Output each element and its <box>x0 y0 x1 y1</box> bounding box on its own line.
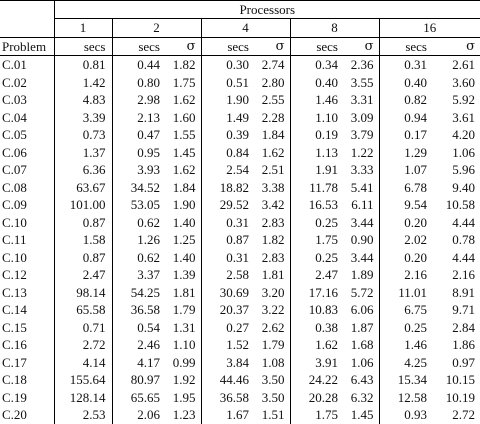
secs-4-cell: 36.58 <box>201 389 255 407</box>
secs-2-cell: 2.98 <box>112 91 166 109</box>
sigma-8-cell: 1.89 <box>350 267 374 282</box>
secs-1-cell: 101.00 <box>54 196 112 214</box>
secs-8-cell: 17.16 <box>290 284 344 302</box>
table-row <box>0 109 480 127</box>
table-row <box>0 231 480 249</box>
sigma-16-cell: 2.61 <box>452 57 475 72</box>
secs-4-cell: 1.52 <box>201 336 255 354</box>
problem-cell: C.03 <box>2 92 27 107</box>
sigma-4-cell: 2.74 <box>261 57 285 72</box>
table-row <box>0 266 480 284</box>
header-corner-cell <box>0 1 54 19</box>
sigma-8-cell: 3.44 <box>350 249 374 265</box>
sigma-2-cell: 1.31 <box>172 319 196 335</box>
secs-4-cell: 20.37 <box>201 301 255 319</box>
secs-2-cell: 34.52 <box>112 179 166 197</box>
problem-cell: C.15 <box>2 319 27 335</box>
secs-8-cell: 20.28 <box>290 389 344 407</box>
sigma-4-cell: 1.62 <box>261 144 285 160</box>
table-row <box>0 336 480 354</box>
secs-4-cell: 0.84 <box>201 144 255 162</box>
sigma-2-cell: 1.79 <box>172 302 196 317</box>
sigma-2-cell: 1.90 <box>172 197 196 212</box>
problem-cell: C.08 <box>2 179 27 195</box>
header-row-metrics <box>0 37 480 56</box>
sigma-header-16: σ <box>433 37 480 56</box>
sigma-16-cell: 2.72 <box>452 407 475 422</box>
problem-cell: C.06 <box>2 144 27 160</box>
secs-1-cell: 6.36 <box>54 161 112 179</box>
secs-2-cell: 65.65 <box>112 389 166 407</box>
secs-16-cell: 2.16 <box>379 266 433 284</box>
sigma-header-4: σ <box>255 37 290 56</box>
secs-2-cell: 0.80 <box>112 74 166 92</box>
secs-4-cell: 29.52 <box>201 196 255 214</box>
proc-count-4: 4 <box>201 19 290 38</box>
table-row <box>0 91 480 109</box>
sigma-8-cell: 1.87 <box>350 319 374 335</box>
problem-cell: C.16 <box>2 337 27 352</box>
secs-8-cell: 0.19 <box>290 126 344 144</box>
header-blank-cell <box>0 19 54 38</box>
sigma-16-cell: 2.84 <box>452 319 475 335</box>
sigma-16-cell: 4.44 <box>452 249 475 265</box>
sigma-2-cell: 1.82 <box>172 57 196 72</box>
secs-8-cell: 1.75 <box>290 231 344 249</box>
sigma-8-cell: 1.68 <box>350 337 374 352</box>
sigma-16-cell: 2.16 <box>452 267 475 282</box>
problem-cell: C.04 <box>2 109 27 125</box>
table-row <box>0 144 480 162</box>
problem-cell: C.01 <box>2 57 27 72</box>
header-row-processors <box>0 1 480 19</box>
secs-1-cell: 4.83 <box>54 91 112 109</box>
sigma-2-cell: 1.10 <box>172 337 196 352</box>
secs-8-cell: 16.53 <box>290 196 344 214</box>
secs-header-2: secs <box>112 37 166 56</box>
sigma-16-cell: 3.61 <box>452 109 475 125</box>
sigma-8-cell: 3.55 <box>350 74 374 90</box>
secs-1-cell: 2.72 <box>54 336 112 354</box>
secs-16-cell: 1.29 <box>379 144 433 162</box>
sigma-2-cell: 1.40 <box>172 249 196 265</box>
secs-8-cell: 10.83 <box>290 301 344 319</box>
secs-1-cell: 1.58 <box>54 231 112 249</box>
problem-cell: C.20 <box>2 407 27 422</box>
secs-8-cell: 2.47 <box>290 266 344 284</box>
secs-16-cell: 15.34 <box>379 371 433 389</box>
problem-cell: C.18 <box>2 372 27 387</box>
secs-1-cell: 0.71 <box>54 319 112 337</box>
secs-16-cell: 1.07 <box>379 161 433 179</box>
secs-1-cell: 65.58 <box>54 301 112 319</box>
secs-2-cell: 2.13 <box>112 109 166 127</box>
problem-cell: C.14 <box>2 302 27 317</box>
secs-8-cell: 24.22 <box>290 371 344 389</box>
secs-4-cell: 0.27 <box>201 319 255 337</box>
problem-cell: C.12 <box>2 267 27 282</box>
table-row <box>0 406 480 424</box>
problem-cell: C.05 <box>2 127 27 142</box>
secs-header-1: secs <box>54 37 112 56</box>
sigma-8-cell: 2.36 <box>350 57 374 72</box>
sigma-2-cell: 1.25 <box>172 232 196 247</box>
sigma-4-cell: 3.20 <box>261 284 285 300</box>
secs-1-cell: 4.14 <box>54 354 112 372</box>
table-row <box>0 74 480 92</box>
table-row <box>0 56 480 74</box>
problem-cell: C.19 <box>2 389 27 405</box>
table-row <box>0 319 480 337</box>
sigma-4-cell: 1.81 <box>261 267 285 282</box>
problem-cell: C.09 <box>2 197 27 212</box>
table-row <box>0 196 480 214</box>
sigma-2-cell: 1.39 <box>172 267 196 282</box>
table-row <box>0 179 480 197</box>
problem-cell: C.17 <box>2 354 27 370</box>
sigma-2-cell: 1.60 <box>172 109 196 125</box>
secs-4-cell: 1.90 <box>201 91 255 109</box>
secs-1-cell: 0.87 <box>54 214 112 232</box>
table-row <box>0 214 480 232</box>
secs-8-cell: 1.13 <box>290 144 344 162</box>
secs-16-cell: 6.75 <box>379 301 433 319</box>
secs-4-cell: 0.31 <box>201 214 255 232</box>
sigma-2-cell: 1.23 <box>172 407 196 422</box>
secs-1-cell: 3.39 <box>54 109 112 127</box>
secs-2-cell: 36.58 <box>112 301 166 319</box>
secs-1-cell: 2.53 <box>54 406 112 424</box>
problem-cell: C.07 <box>2 162 27 177</box>
secs-1-cell: 128.14 <box>54 389 112 407</box>
table-row <box>0 249 480 267</box>
sigma-16-cell: 10.19 <box>445 389 475 405</box>
sigma-8-cell: 3.31 <box>350 92 374 107</box>
sigma-4-cell: 1.84 <box>261 127 285 142</box>
secs-16-cell: 0.93 <box>379 406 433 424</box>
secs-2-cell: 3.93 <box>112 161 166 179</box>
problem-header: Problem <box>0 37 54 56</box>
secs-8-cell: 0.34 <box>290 56 344 74</box>
sigma-16-cell: 1.06 <box>452 144 475 160</box>
sigma-2-cell: 1.75 <box>172 74 196 90</box>
sigma-8-cell: 0.90 <box>350 232 374 247</box>
sigma-4-cell: 3.42 <box>261 197 285 212</box>
sigma-2-cell: 1.55 <box>172 127 196 142</box>
secs-16-cell: 11.01 <box>379 284 433 302</box>
secs-8-cell: 1.91 <box>290 161 344 179</box>
secs-16-cell: 0.17 <box>379 126 433 144</box>
sigma-2-cell: 1.62 <box>172 92 196 107</box>
sigma-2-cell: 1.95 <box>172 389 196 405</box>
sigma-8-cell: 3.79 <box>350 127 374 142</box>
sigma-8-cell: 1.06 <box>350 354 374 370</box>
secs-2-cell: 1.26 <box>112 231 166 249</box>
sigma-2-cell: 1.81 <box>172 284 196 300</box>
secs-8-cell: 1.46 <box>290 91 344 109</box>
secs-1-cell: 63.67 <box>54 179 112 197</box>
sigma-16-cell: 10.15 <box>445 372 475 387</box>
table-row <box>0 284 480 302</box>
sigma-2-cell: 1.62 <box>172 162 196 177</box>
secs-2-cell: 0.47 <box>112 126 166 144</box>
secs-16-cell: 0.31 <box>379 56 433 74</box>
sigma-16-cell: 5.96 <box>452 162 475 177</box>
table-row <box>0 301 480 319</box>
secs-1-cell: 1.42 <box>54 74 112 92</box>
sigma-2-cell: 0.99 <box>172 354 196 370</box>
sigma-16-cell: 1.86 <box>452 337 475 352</box>
secs-16-cell: 0.94 <box>379 109 433 127</box>
sigma-8-cell: 6.11 <box>351 197 374 212</box>
problem-cell: C.02 <box>2 74 27 90</box>
secs-16-cell: 9.54 <box>379 196 433 214</box>
secs-16-cell: 6.78 <box>379 179 433 197</box>
sigma-8-cell: 3.09 <box>350 109 374 125</box>
sigma-16-cell: 5.92 <box>452 92 475 107</box>
secs-2-cell: 3.37 <box>112 266 166 284</box>
sigma-16-cell: 4.44 <box>452 214 475 230</box>
secs-4-cell: 0.31 <box>201 249 255 267</box>
secs-8-cell: 0.38 <box>290 319 344 337</box>
sigma-16-cell: 0.97 <box>452 354 475 370</box>
proc-count-2: 2 <box>112 19 201 38</box>
secs-8-cell: 11.78 <box>290 179 344 197</box>
secs-header-16: secs <box>379 37 433 56</box>
secs-8-cell: 0.40 <box>290 74 344 92</box>
secs-8-cell: 3.91 <box>290 354 344 372</box>
sigma-2-cell: 1.92 <box>172 372 196 387</box>
sigma-8-cell: 1.45 <box>350 407 374 422</box>
secs-4-cell: 1.67 <box>201 406 255 424</box>
problem-cell: C.11 <box>2 232 27 247</box>
secs-4-cell: 0.51 <box>201 74 255 92</box>
secs-2-cell: 0.54 <box>112 319 166 337</box>
secs-2-cell: 0.62 <box>112 214 166 232</box>
secs-4-cell: 2.58 <box>201 266 255 284</box>
secs-2-cell: 4.17 <box>112 354 166 372</box>
secs-1-cell: 1.37 <box>54 144 112 162</box>
secs-4-cell: 0.30 <box>201 56 255 74</box>
secs-2-cell: 0.44 <box>112 56 166 74</box>
sigma-8-cell: 6.43 <box>350 372 374 387</box>
table-row <box>0 161 480 179</box>
secs-1-cell: 0.81 <box>54 56 112 74</box>
sigma-8-cell: 3.33 <box>350 162 374 177</box>
secs-4-cell: 2.54 <box>201 161 255 179</box>
secs-8-cell: 1.10 <box>290 109 344 127</box>
sigma-4-cell: 2.62 <box>261 319 285 335</box>
secs-16-cell: 0.20 <box>379 214 433 232</box>
secs-2-cell: 2.06 <box>112 406 166 424</box>
secs-1-cell: 0.73 <box>54 126 112 144</box>
sigma-8-cell: 5.72 <box>350 284 374 300</box>
secs-8-cell: 0.25 <box>290 214 344 232</box>
secs-2-cell: 53.05 <box>112 196 166 214</box>
sigma-16-cell: 0.78 <box>452 232 475 247</box>
sigma-4-cell: 3.50 <box>261 372 285 387</box>
secs-8-cell: 1.75 <box>290 406 344 424</box>
header-row-counts <box>0 19 480 38</box>
sigma-4-cell: 2.55 <box>261 92 285 107</box>
secs-16-cell: 0.82 <box>379 91 433 109</box>
problem-cell: C.13 <box>2 284 27 300</box>
secs-2-cell: 0.62 <box>112 249 166 267</box>
problem-cell: C.10 <box>2 214 27 230</box>
secs-16-cell: 1.46 <box>379 336 433 354</box>
secs-16-cell: 0.40 <box>379 74 433 92</box>
sigma-4-cell: 2.28 <box>261 109 285 125</box>
secs-4-cell: 44.46 <box>201 371 255 389</box>
sigma-2-cell: 1.84 <box>172 179 196 195</box>
secs-8-cell: 0.25 <box>290 249 344 267</box>
sigma-16-cell: 9.71 <box>452 302 475 317</box>
sigma-4-cell: 3.22 <box>261 302 285 317</box>
table-row <box>0 371 480 389</box>
secs-4-cell: 1.49 <box>201 109 255 127</box>
secs-1-cell: 0.87 <box>54 249 112 267</box>
sigma-4-cell: 1.82 <box>261 232 285 247</box>
sigma-2-cell: 1.45 <box>172 144 196 160</box>
secs-16-cell: 4.25 <box>379 354 433 372</box>
sigma-8-cell: 6.06 <box>350 302 374 317</box>
sigma-8-cell: 3.44 <box>350 214 374 230</box>
sigma-4-cell: 3.38 <box>261 179 285 195</box>
sigma-4-cell: 2.83 <box>261 214 285 230</box>
secs-1-cell: 155.64 <box>54 371 112 389</box>
problem-cell: C.10 <box>2 249 27 265</box>
sigma-4-cell: 3.50 <box>261 389 285 405</box>
secs-4-cell: 18.82 <box>201 179 255 197</box>
secs-2-cell: 2.46 <box>112 336 166 354</box>
secs-16-cell: 0.20 <box>379 249 433 267</box>
sigma-4-cell: 1.79 <box>261 337 285 352</box>
secs-header-4: secs <box>201 37 255 56</box>
sigma-16-cell: 8.91 <box>452 284 475 300</box>
sigma-8-cell: 5.41 <box>350 179 374 195</box>
processors-header: Processors <box>54 1 480 19</box>
secs-16-cell: 12.58 <box>379 389 433 407</box>
secs-2-cell: 0.95 <box>112 144 166 162</box>
sigma-4-cell: 2.83 <box>261 249 285 265</box>
sigma-4-cell: 1.08 <box>261 354 285 370</box>
sigma-8-cell: 6.32 <box>350 389 374 405</box>
secs-16-cell: 0.25 <box>379 319 433 337</box>
sigma-16-cell: 3.60 <box>452 74 475 90</box>
table-row <box>0 389 480 407</box>
secs-4-cell: 30.69 <box>201 284 255 302</box>
secs-8-cell: 1.62 <box>290 336 344 354</box>
secs-1-cell: 98.14 <box>54 284 112 302</box>
proc-count-16: 16 <box>379 19 480 38</box>
sigma-header-8: σ <box>344 37 379 56</box>
secs-4-cell: 0.39 <box>201 126 255 144</box>
sigma-4-cell: 2.51 <box>261 162 285 177</box>
table-row <box>0 354 480 372</box>
proc-count-8: 8 <box>290 19 379 38</box>
sigma-16-cell: 4.20 <box>452 127 475 142</box>
secs-1-cell: 2.47 <box>54 266 112 284</box>
secs-header-8: secs <box>290 37 344 56</box>
sigma-16-cell: 9.40 <box>452 179 475 195</box>
sigma-2-cell: 1.40 <box>172 214 196 230</box>
sigma-8-cell: 1.22 <box>350 144 374 160</box>
secs-16-cell: 2.02 <box>379 231 433 249</box>
table-row <box>0 126 480 144</box>
sigma-4-cell: 2.80 <box>261 74 285 90</box>
secs-2-cell: 80.97 <box>112 371 166 389</box>
secs-4-cell: 0.87 <box>201 231 255 249</box>
secs-2-cell: 54.25 <box>112 284 166 302</box>
proc-count-1: 1 <box>54 19 112 38</box>
secs-4-cell: 3.84 <box>201 354 255 372</box>
sigma-header-2: σ <box>166 37 201 56</box>
sigma-4-cell: 1.51 <box>261 407 285 422</box>
sigma-16-cell: 10.58 <box>445 197 475 212</box>
